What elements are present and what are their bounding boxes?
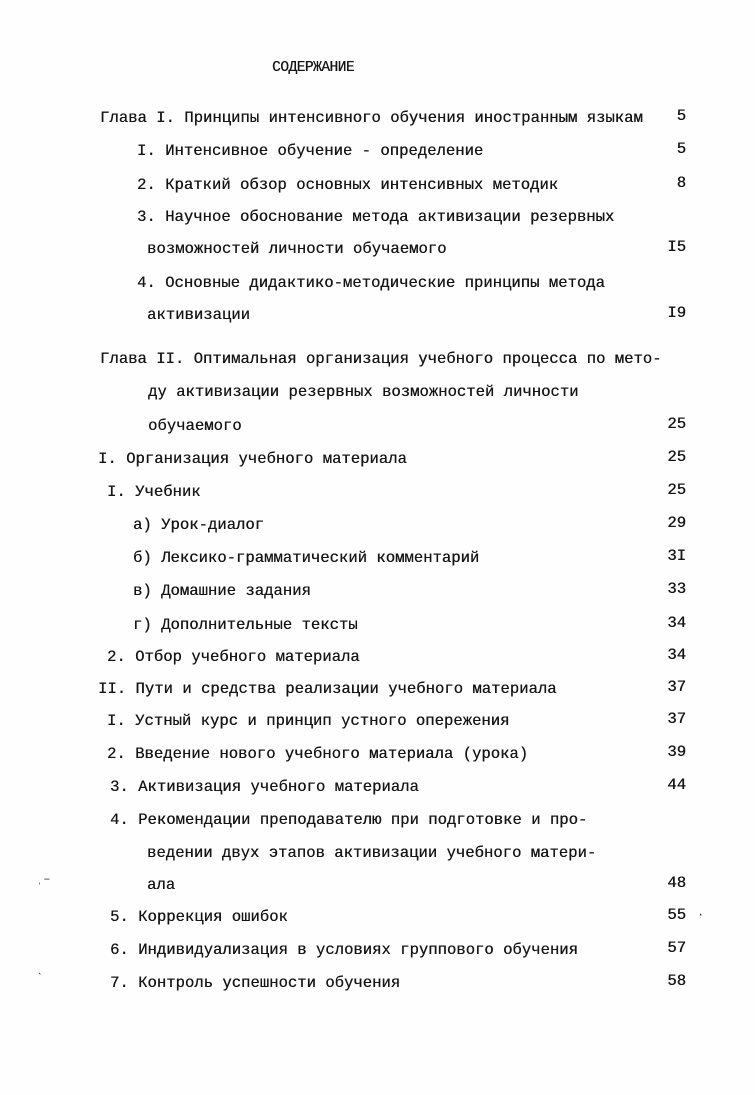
toc-entry-text: ведении двух этапов активизации учебного матери- <box>147 844 597 862</box>
toc-entry-page: 25 <box>667 481 686 499</box>
toc-entry-page: 37 <box>667 678 686 696</box>
toc-entry-page: 25 <box>667 415 686 433</box>
toc-title: СОДЕРЖАНИЕ <box>272 60 355 76</box>
toc-entry-text: а) Урок-диалог <box>133 516 265 534</box>
toc-entry-text: г) Дополнительные тексты <box>133 616 358 634</box>
toc-entry-page: 55 <box>667 906 686 924</box>
toc-entry-text: 3. Научное обоснование метода активизации резервных <box>137 208 615 226</box>
toc-entry-text: активизации <box>147 306 250 324</box>
toc-entry-text: в) Домашние задания <box>133 582 311 600</box>
toc-entry-text: б) Лексико-грамматический комментарий <box>133 549 480 567</box>
toc-entry-text: 5. Коррекция ошибок <box>110 908 288 926</box>
toc-entry-page: 57 <box>667 939 686 957</box>
toc-entry-text: 4. Рекомендации преподавателю при подготовке и про- <box>110 811 588 829</box>
toc-entry-page: I5 <box>667 238 686 256</box>
toc-entry-page: 3I <box>667 547 686 565</box>
toc-entry-page: 33 <box>667 580 686 598</box>
toc-entry-page: I9 <box>667 304 686 322</box>
toc-entry-text: возможностей личности обучаемого <box>147 240 447 258</box>
scan-mark: ˌ‒ <box>36 872 51 886</box>
toc-entry-text: обучаемого <box>148 417 242 435</box>
toc-entry-text: Глава I. Принципы интенсивного обучения иностранным языкам <box>100 109 643 127</box>
toc-entry-text: I. Учебник <box>107 483 201 501</box>
scan-mark: ˎ <box>36 962 44 976</box>
toc-entry-page: 39 <box>667 743 686 761</box>
toc-entry-text: ала <box>147 876 176 894</box>
toc-entry-page: 58 <box>667 972 686 990</box>
toc-entry-page: 44 <box>667 776 686 794</box>
toc-entry-page: 34 <box>667 646 686 664</box>
toc-entry-text: 3. Активизация учебного материала <box>110 778 419 796</box>
toc-entry-page: 25 <box>667 448 686 466</box>
toc-entry-text: 2. Краткий обзор основных интенсивных методик <box>137 176 559 194</box>
toc-entry-text: 2. Отбор учебного материала <box>107 648 360 666</box>
toc-entry-text: 4. Основные дидактико-методические принципы метода <box>137 274 605 292</box>
toc-entry-page: 8 <box>676 174 686 192</box>
toc-entry-page: 5 <box>676 140 686 158</box>
toc-entry-page: 37 <box>667 710 686 728</box>
toc-entry-text: II. Пути и средства реализации учебного материала <box>98 680 557 698</box>
toc-entry-page: 29 <box>667 514 686 532</box>
toc-entry-page: 5 <box>676 107 686 125</box>
toc-entry-text: 6. Индивидуализация в условиях группового обучения <box>110 941 578 959</box>
scan-mark: · <box>697 908 705 922</box>
toc-entry-page: 48 <box>667 874 686 892</box>
toc-entry-text: Глава II. Оптимальная организация учебного процесса по мето- <box>100 350 662 368</box>
toc-entry-text: I. Организация учебного материала <box>98 450 407 468</box>
toc-entry-text: I. Устный курс и принцип устного опережения <box>107 712 510 730</box>
toc-entry-page: 34 <box>667 614 686 632</box>
toc-entry-text: ду активизации резервных возможностей личности <box>148 383 579 401</box>
toc-entry-text: 2. Введение нового учебного материала (урока) <box>107 745 529 763</box>
toc-entry-text: 7. Контроль успешности обучения <box>110 974 401 992</box>
toc-entry-text: I. Интенсивное обучение - определение <box>137 142 484 160</box>
